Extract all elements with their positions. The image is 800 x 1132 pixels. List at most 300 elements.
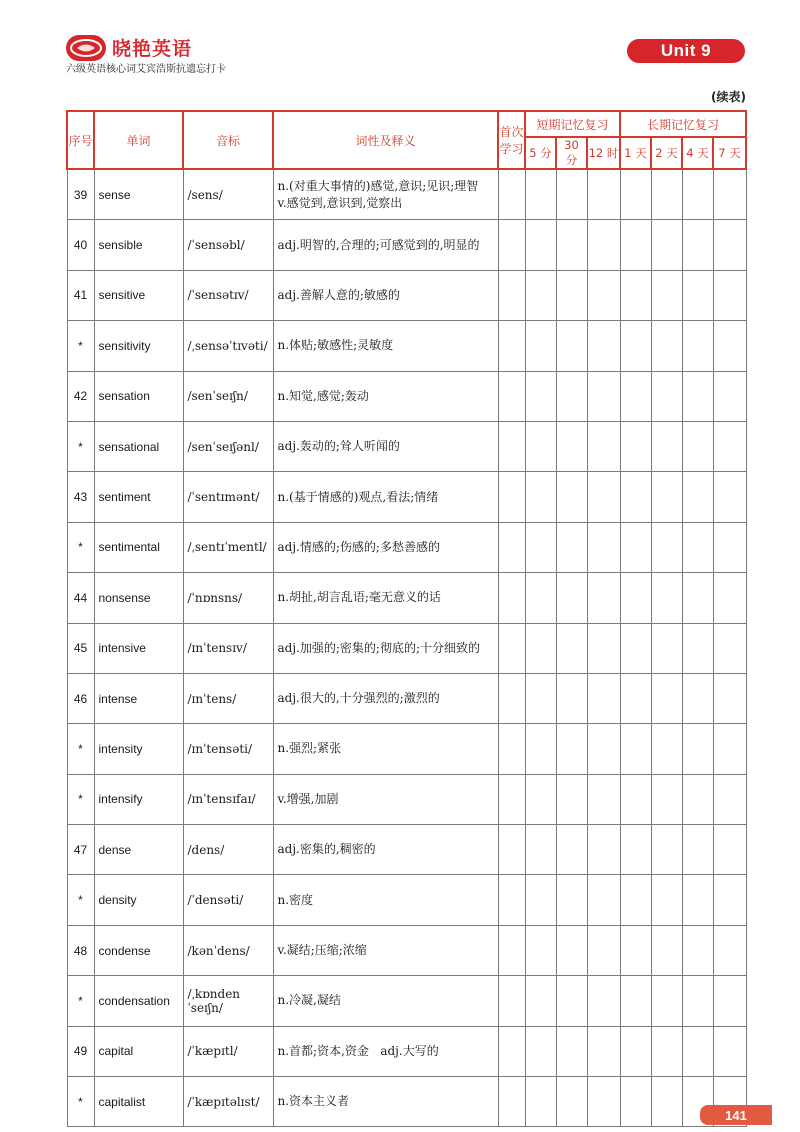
row-definition-text: n.密度 [277,892,314,907]
checkin-cell-30min[interactable] [556,623,587,673]
checkin-cell-30min[interactable] [556,421,587,471]
row-word [94,270,183,320]
row-index-text: 43 [73,490,88,505]
row-word [94,220,183,270]
checkin-cell-4day[interactable] [682,925,713,975]
row-phonetic-text: /ɪnˈtens/ [187,691,237,706]
row-word [94,1077,183,1127]
checkin-cell-2day[interactable] [651,321,682,371]
row-phonetic-text: /ˈsentɪmənt/ [187,490,260,505]
checkin-cell-30min[interactable] [556,1077,587,1127]
row-index [67,673,94,723]
checkin-cell-1day[interactable] [620,472,651,522]
checkin-cell-30min[interactable] [556,976,587,1026]
column-header-index: 序号 [67,111,94,169]
checkin-cell-first-study[interactable] [498,875,525,925]
row-word-text: sensation [98,389,150,404]
checkin-cell-1day[interactable] [620,321,651,371]
checkin-cell-1day[interactable] [620,522,651,572]
checkin-cell-first-study[interactable] [498,623,525,673]
checkin-cell-30min[interactable] [556,573,587,623]
row-index-text: * [78,540,83,555]
checkin-cell-first-study[interactable] [498,1077,525,1127]
row-index-text: 45 [73,641,88,656]
checkin-cell-first-study[interactable] [498,522,525,572]
row-index [67,371,94,421]
checkin-cell-5min[interactable] [525,925,556,975]
checkin-cell-4day[interactable] [682,825,713,875]
row-index [67,472,94,522]
row-phonetic [183,573,273,623]
checkin-cell-5min[interactable] [525,220,556,270]
checkin-cell-4day[interactable] [682,623,713,673]
checkin-cell-4day[interactable] [682,270,713,320]
table-row [67,925,746,975]
row-phonetic-text: /ˈsensətɪv/ [187,288,249,303]
checkin-cell-1day[interactable] [620,976,651,1026]
checkin-cell-5min[interactable] [525,623,556,673]
checkin-cell-12h[interactable] [587,220,620,270]
checkin-cell-first-study[interactable] [498,421,525,471]
checkin-cell-7day[interactable] [713,875,746,925]
checkin-cell-first-study[interactable] [498,270,525,320]
row-word-text: sentimental [98,540,160,555]
checkin-cell-7day[interactable] [713,724,746,774]
table-row [67,875,746,925]
checkin-cell-2day[interactable] [651,220,682,270]
checkin-cell-2day[interactable] [651,724,682,774]
checkin-cell-1day[interactable] [620,774,651,824]
checkin-cell-4day[interactable] [682,724,713,774]
row-word-text: capitalist [98,1094,146,1109]
checkin-cell-5min[interactable] [525,321,556,371]
checkin-cell-30min[interactable] [556,472,587,522]
row-phonetic [183,623,273,673]
checkin-cell-30min[interactable] [556,371,587,421]
table-row [67,472,746,522]
row-word [94,421,183,471]
row-word [94,321,183,371]
checkin-cell-5min[interactable] [525,1026,556,1076]
checkin-cell-7day[interactable] [713,169,746,220]
checkin-cell-5min[interactable] [525,875,556,925]
row-index [67,321,94,371]
row-word-text: sensational [98,439,160,454]
row-phonetic [183,1077,273,1127]
row-definition-text: n.强烈;紧张 [277,741,342,756]
row-definition [273,774,498,824]
row-index-text: 42 [73,389,88,404]
row-phonetic [183,371,273,421]
table-row [67,573,746,623]
vocabulary-rows [67,169,746,1127]
checkin-cell-5min[interactable] [525,169,556,220]
slot-header-2day: 2 天 [651,137,682,169]
row-phonetic [183,321,273,371]
checkin-cell-12h[interactable] [587,1026,620,1076]
table-row [67,724,746,774]
row-phonetic-text: /ɪnˈtensɪfaɪ/ [187,792,256,807]
row-index [67,1026,94,1076]
checkin-cell-2day[interactable] [651,825,682,875]
checkin-cell-30min[interactable] [556,774,587,824]
checkin-cell-12h[interactable] [587,321,620,371]
row-phonetic [183,169,273,220]
checkin-cell-12h[interactable] [587,522,620,572]
checkin-cell-30min[interactable] [556,673,587,723]
table-row [67,321,746,371]
checkin-cell-12h[interactable] [587,421,620,471]
vocabulary-table [66,110,747,1127]
row-word [94,371,183,421]
row-index-text: 48 [73,943,88,958]
row-index-text: * [78,741,83,756]
book-subtitle: 六级英语核心词艾宾浩斯抗遗忘打卡 [66,64,226,75]
row-word [94,724,183,774]
checkin-cell-7day[interactable] [713,925,746,975]
row-definition [273,169,498,220]
column-header-long-review: 长期记忆复习 [620,111,746,137]
checkin-cell-7day[interactable] [713,825,746,875]
row-phonetic-text: /sens/ [187,187,223,202]
checkin-cell-12h[interactable] [587,875,620,925]
checkin-cell-2day[interactable] [651,573,682,623]
row-index-text: * [78,993,83,1008]
checkin-cell-first-study[interactable] [498,925,525,975]
checkin-cell-12h[interactable] [587,270,620,320]
row-definition-text: adj.加强的;密集的;彻底的;十分细致的 [277,640,481,655]
row-definition-text: adj.情感的;伤感的;多愁善感的 [277,539,440,554]
row-phonetic [183,522,273,572]
checkin-cell-2day[interactable] [651,1026,682,1076]
slot-header-30min: 30 分 [556,137,587,169]
row-word-text: intensity [98,741,143,756]
checkin-cell-12h[interactable] [587,825,620,875]
checkin-cell-4day[interactable] [682,472,713,522]
checkin-cell-30min[interactable] [556,1026,587,1076]
checkin-cell-1day[interactable] [620,925,651,975]
row-index-text: 39 [73,187,88,202]
checkin-cell-2day[interactable] [651,673,682,723]
checkin-cell-1day[interactable] [620,220,651,270]
row-phonetic-text: /ˈnɒnsns/ [187,590,243,605]
row-index [67,774,94,824]
row-definition [273,573,498,623]
checkin-cell-7day[interactable] [713,1026,746,1076]
row-index [67,875,94,925]
row-word-text: intensify [98,792,143,807]
column-header-definition: 词性及释义 [273,111,498,169]
row-definition [273,875,498,925]
row-index-text: 41 [73,288,88,303]
checkin-cell-2day[interactable] [651,875,682,925]
checkin-cell-7day[interactable] [713,774,746,824]
row-definition-text: adj.明智的,合理的;可感觉到的,明显的 [277,237,480,252]
checkin-cell-4day[interactable] [682,421,713,471]
checkin-cell-30min[interactable] [556,522,587,572]
checkin-cell-5min[interactable] [525,825,556,875]
row-word [94,573,183,623]
brand-title: 晓艳英语 [112,38,193,60]
row-word [94,825,183,875]
column-header-first-study: 首次学习 [498,111,525,169]
checkin-cell-12h[interactable] [587,976,620,1026]
checkin-cell-4day[interactable] [682,371,713,421]
checkin-cell-first-study[interactable] [498,976,525,1026]
checkin-cell-7day[interactable] [713,421,746,471]
row-definition [273,421,498,471]
checkin-cell-12h[interactable] [587,774,620,824]
checkin-cell-1day[interactable] [620,1026,651,1076]
row-phonetic [183,673,273,723]
checkin-cell-7day[interactable] [713,472,746,522]
table-row [67,673,746,723]
checkin-cell-5min[interactable] [525,472,556,522]
brand-badge-icon [66,35,106,61]
row-index [67,724,94,774]
table-row [67,976,746,1026]
table-row [67,774,746,824]
column-header-short-review: 短期记忆复习 [525,111,620,137]
checkin-cell-1day[interactable] [620,673,651,723]
slot-header-12h: 12 时 [587,137,620,169]
checkin-cell-5min[interactable] [525,976,556,1026]
row-definition [273,1077,498,1127]
row-phonetic [183,1026,273,1076]
table-row [67,421,746,471]
row-definition [273,472,498,522]
checkin-cell-30min[interactable] [556,925,587,975]
slot-header-4day: 4 天 [682,137,713,169]
row-word [94,925,183,975]
checkin-cell-7day[interactable] [713,573,746,623]
checkin-cell-5min[interactable] [525,774,556,824]
checkin-cell-2day[interactable] [651,976,682,1026]
checkin-cell-30min[interactable] [556,321,587,371]
row-index-text: * [78,792,83,807]
checkin-cell-first-study[interactable] [498,169,525,220]
checkin-cell-4day[interactable] [682,1026,713,1076]
row-word [94,623,183,673]
row-definition-text: n.胡扯,胡言乱语;毫无意义的话 [277,590,441,605]
row-phonetic-text: /ˌkɒndenˈseɪʃn/ [187,986,241,1015]
row-word-text: sense [98,187,131,202]
checkin-cell-4day[interactable] [682,673,713,723]
row-phonetic [183,875,273,925]
row-definition-text: n.资本主义者 [277,1094,350,1109]
row-definition [273,522,498,572]
row-phonetic-text: /senˈseɪʃn/ [187,389,248,404]
checkin-cell-2day[interactable] [651,421,682,471]
checkin-cell-5min[interactable] [525,270,556,320]
row-definition [273,270,498,320]
row-index [67,169,94,220]
row-definition-text: adj.善解人意的;敏感的 [277,287,400,302]
row-phonetic-text: /ɪnˈtensəti/ [187,741,253,756]
checkin-cell-4day[interactable] [682,976,713,1026]
checkin-cell-first-study[interactable] [498,724,525,774]
row-definition [273,825,498,875]
checkin-cell-2day[interactable] [651,169,682,220]
row-index [67,623,94,673]
checkin-cell-7day[interactable] [713,976,746,1026]
checkin-cell-first-study[interactable] [498,220,525,270]
row-phonetic-text: /ˈsensəbl/ [187,238,245,253]
checkin-cell-first-study[interactable] [498,371,525,421]
row-definition [273,321,498,371]
row-word-text: sensible [98,238,143,253]
checkin-cell-first-study[interactable] [498,673,525,723]
checkin-cell-7day[interactable] [713,522,746,572]
checkin-cell-12h[interactable] [587,1077,620,1127]
row-index-text: * [78,338,83,353]
checkin-cell-1day[interactable] [620,623,651,673]
row-phonetic-text: /ˌsensəˈtɪvəti/ [187,338,268,353]
checkin-cell-1day[interactable] [620,724,651,774]
checkin-cell-1day[interactable] [620,875,651,925]
checkin-cell-5min[interactable] [525,673,556,723]
checkin-cell-1day[interactable] [620,573,651,623]
row-index [67,421,94,471]
checkin-cell-2day[interactable] [651,925,682,975]
row-phonetic [183,270,273,320]
checkin-cell-4day[interactable] [682,875,713,925]
checkin-cell-30min[interactable] [556,220,587,270]
row-phonetic-text: /senˈseɪʃənl/ [187,439,259,454]
continued-label: (续表) [711,90,746,104]
row-word [94,673,183,723]
checkin-cell-5min[interactable] [525,724,556,774]
checkin-cell-12h[interactable] [587,623,620,673]
row-phonetic [183,421,273,471]
checkin-cell-30min[interactable] [556,169,587,220]
row-index-text: 46 [73,691,88,706]
checkin-cell-first-study[interactable] [498,1026,525,1076]
checkin-cell-12h[interactable] [587,724,620,774]
checkin-cell-1day[interactable] [620,270,651,320]
checkin-cell-7day[interactable] [713,673,746,723]
row-definition-text: n.知觉,感觉;轰动 [277,388,369,403]
checkin-cell-5min[interactable] [525,522,556,572]
checkin-cell-4day[interactable] [682,573,713,623]
row-word-text: nonsense [98,590,151,605]
checkin-cell-12h[interactable] [587,673,620,723]
checkin-cell-4day[interactable] [682,774,713,824]
row-phonetic [183,220,273,270]
row-phonetic-text: /ˌsentɪˈmentl/ [187,540,267,555]
row-word [94,522,183,572]
row-index [67,825,94,875]
row-phonetic [183,976,273,1026]
checkin-cell-7day[interactable] [713,371,746,421]
row-definition-text: v.凝结;压缩;浓缩 [277,943,367,958]
slot-header-7day: 7 天 [713,137,746,169]
checkin-cell-7day[interactable] [713,321,746,371]
checkin-cell-12h[interactable] [587,371,620,421]
row-index-text: * [78,893,83,908]
row-index [67,270,94,320]
unit-badge: Unit 9 [627,39,745,63]
checkin-cell-30min[interactable] [556,825,587,875]
checkin-cell-2day[interactable] [651,472,682,522]
checkin-cell-30min[interactable] [556,875,587,925]
row-index-text: 44 [73,590,88,605]
checkin-cell-12h[interactable] [587,573,620,623]
checkin-cell-2day[interactable] [651,774,682,824]
table-row [67,522,746,572]
checkin-cell-2day[interactable] [651,623,682,673]
row-index-text: 47 [73,842,88,857]
checkin-cell-first-study[interactable] [498,573,525,623]
row-word [94,875,183,925]
checkin-cell-1day[interactable] [620,371,651,421]
checkin-cell-first-study[interactable] [498,321,525,371]
checkin-cell-7day[interactable] [713,623,746,673]
row-word [94,472,183,522]
row-word-text: density [98,893,137,908]
row-phonetic-text: /ˈdensəti/ [187,893,244,908]
checkin-cell-7day[interactable] [713,220,746,270]
row-word-text: dense [98,842,132,857]
checkin-cell-4day[interactable] [682,220,713,270]
checkin-cell-4day[interactable] [682,321,713,371]
row-phonetic-text: /kənˈdens/ [187,943,250,958]
row-definition-text: n.首都;资本,资金 adj.大写的 [277,1043,439,1058]
checkin-cell-2day[interactable] [651,1077,682,1127]
checkin-cell-12h[interactable] [587,169,620,220]
row-definition [273,724,498,774]
slot-header-5min: 5 分 [525,137,556,169]
row-definition-text: adj.很大的,十分强烈的;激烈的 [277,691,440,706]
checkin-cell-2day[interactable] [651,522,682,572]
table-row [67,371,746,421]
row-definition-text: n.冷凝,凝结 [277,993,341,1008]
checkin-cell-2day[interactable] [651,371,682,421]
checkin-cell-1day[interactable] [620,825,651,875]
row-word-text: intense [98,691,138,706]
checkin-cell-2day[interactable] [651,270,682,320]
checkin-cell-4day[interactable] [682,522,713,572]
row-definition-text: adj.密集的,稠密的 [277,842,376,857]
checkin-cell-5min[interactable] [525,1077,556,1127]
row-definition-text: n.(基于情感的)观点,看法;情绪 [277,489,439,504]
checkin-cell-5min[interactable] [525,421,556,471]
row-index [67,925,94,975]
checkin-cell-1day[interactable] [620,1077,651,1127]
checkin-cell-30min[interactable] [556,270,587,320]
checkin-cell-30min[interactable] [556,724,587,774]
row-word-text: capital [98,1044,134,1059]
checkin-cell-first-study[interactable] [498,825,525,875]
checkin-cell-12h[interactable] [587,925,620,975]
row-phonetic-text: /ˈkæpɪtəlɪst/ [187,1094,260,1109]
row-definition-text: v.增强,加剧 [277,791,339,806]
checkin-cell-first-study[interactable] [498,774,525,824]
checkin-cell-1day[interactable] [620,169,651,220]
checkin-cell-12h[interactable] [587,472,620,522]
checkin-cell-5min[interactable] [525,371,556,421]
checkin-cell-4day[interactable] [682,169,713,220]
checkin-cell-7day[interactable] [713,270,746,320]
row-index [67,220,94,270]
row-word-text: sentiment [98,490,151,505]
table-row [67,1026,746,1076]
checkin-cell-5min[interactable] [525,573,556,623]
checkin-cell-first-study[interactable] [498,472,525,522]
checkin-cell-1day[interactable] [620,421,651,471]
table-row [67,169,746,220]
slot-header-1day: 1 天 [620,137,651,169]
